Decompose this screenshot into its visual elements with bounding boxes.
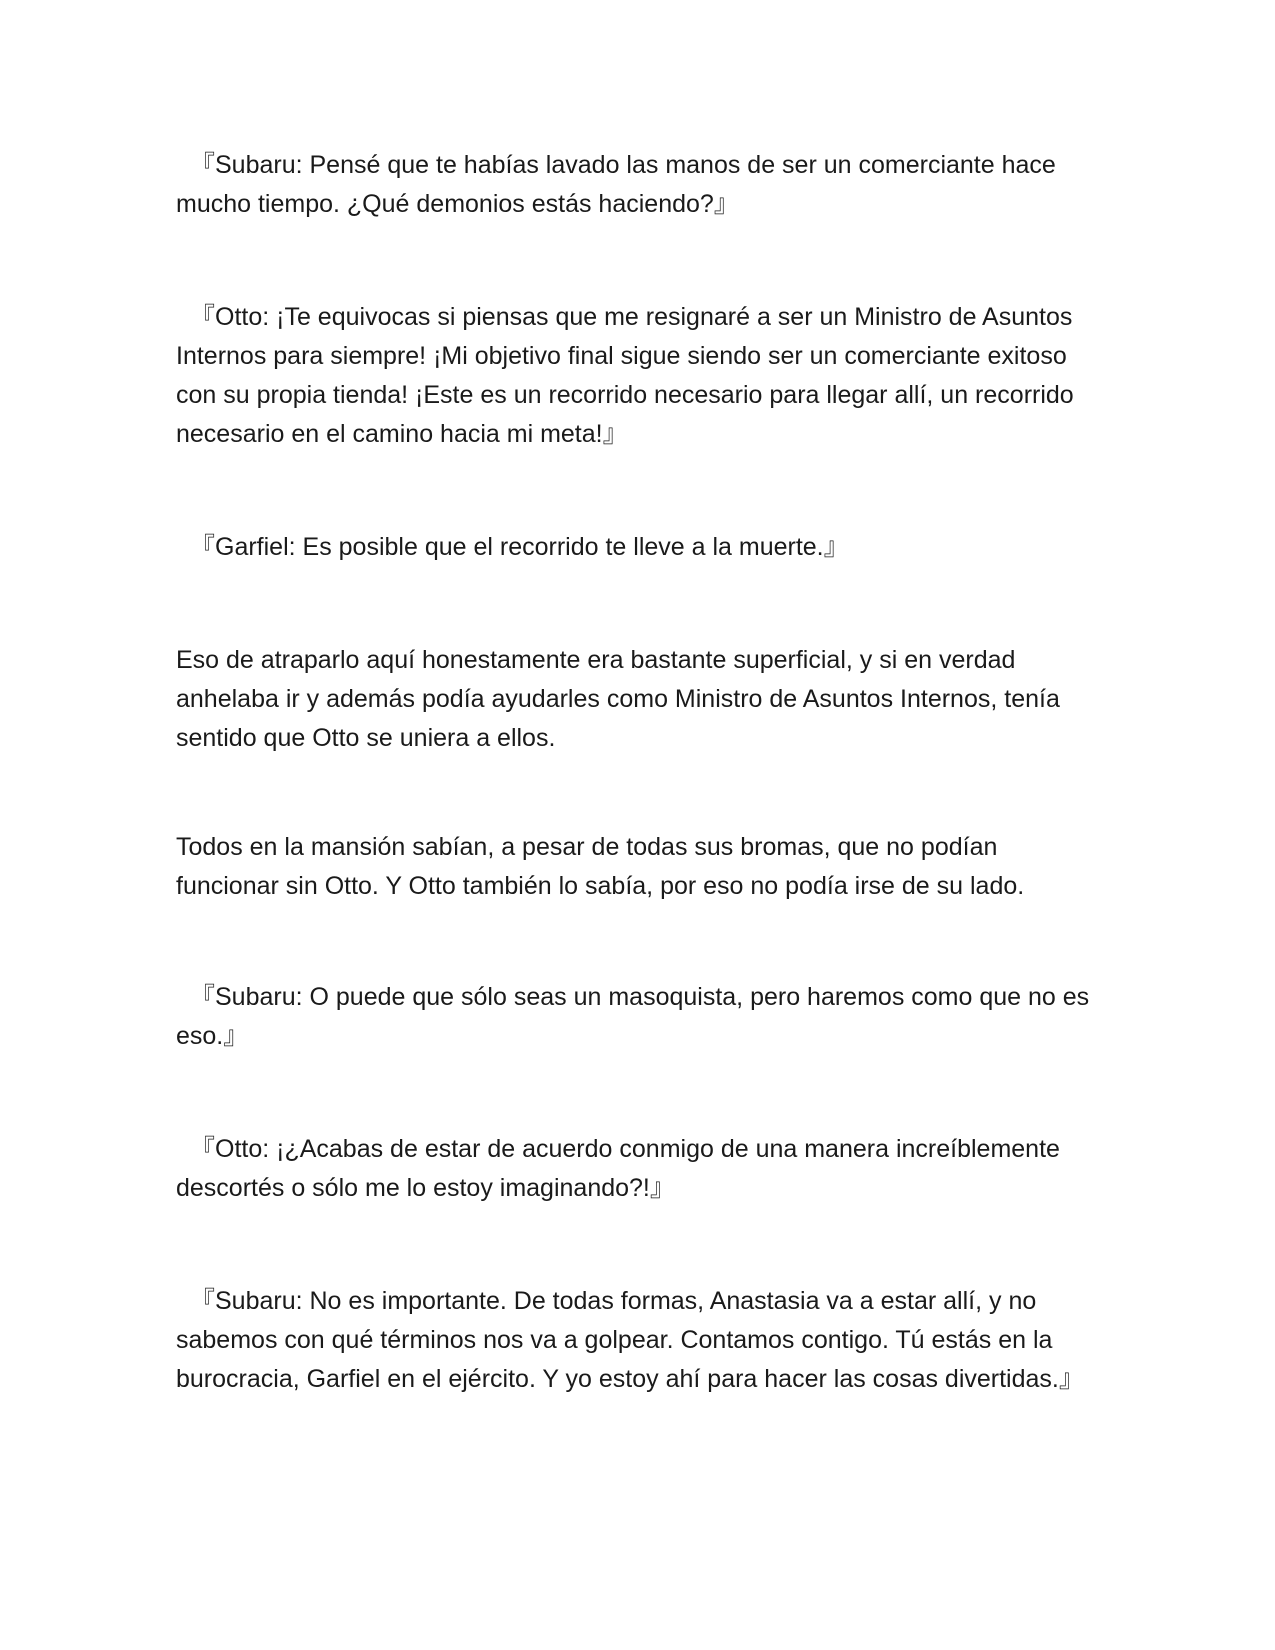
dialogue-paragraph-subaru: 『Subaru: No es importante. De todas formas, Anastasia va a estar allí, y no sabemos con qué términos nos va a golpear. Contamos contigo. Tú estás en la burocracia, Garfiel en el ejército. Y yo estoy ahí para hacer las cosas divertidas.』 <box>176 1287 1084 1393</box>
document-body <box>176 146 1096 1399</box>
dialogue-paragraph-otto: 『Otto: ¡Te equivocas si piensas que me resignaré a ser un Ministro de Asuntos Internos para siempre! ¡Mi objetivo final sigue siendo ser un comerciante exitoso con su propia tienda! ¡Este es un recorrido necesario para llegar allí, un recorrido necesario en el camino hacia mi meta!』 <box>176 303 1074 448</box>
dialogue-paragraph-subaru: 『Subaru: O puede que sólo seas un masoquista, pero haremos como que no es eso.』 <box>176 983 1090 1050</box>
dialogue-paragraph-garfiel: 『Garfiel: Es posible que el recorrido te lleve a la muerte.』 <box>190 533 849 561</box>
dialogue-paragraph-otto: 『Otto: ¡¿Acabas de estar de acuerdo conmigo de una manera increíblemente descortés o sólo me lo estoy imaginando?!』 <box>176 1135 1060 1202</box>
narration-paragraph: Todos en la mansión sabían, a pesar de todas sus bromas, que no podían funcionar sin Otto. Y Otto también lo sabía, por eso no podía irse de su lado. <box>176 833 1025 900</box>
dialogue-paragraph-subaru: 『Subaru: Pensé que te habías lavado las manos de ser un comerciante hace mucho tiempo. ¿Qué demonios estás haciendo?』 <box>176 151 1056 218</box>
narration-paragraph: Eso de atraparlo aquí honestamente era bastante superficial, y si en verdad anhelaba ir y además podía ayudarles como Ministro de Asuntos Internos, tenía sentido que Otto se uniera a ellos. <box>176 646 1060 752</box>
